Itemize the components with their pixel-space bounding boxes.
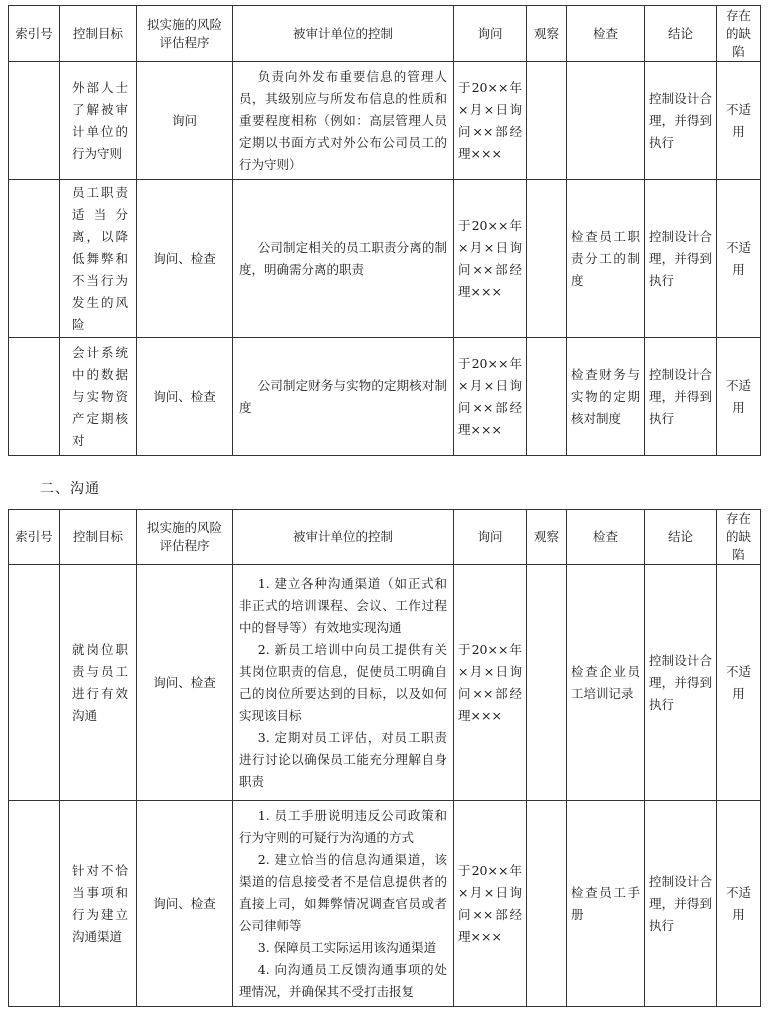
header-observe: 观察 [527, 510, 567, 565]
cell-procedure: 询问、检查 [137, 565, 233, 801]
table-row [9, 62, 761, 180]
control-item: 4. 向沟通员工反馈沟通事项的处理情况，并确保其不受打击报复 [239, 961, 447, 999]
cell-goal: 针对不恰当事项和行为建立沟通渠道 [60, 801, 137, 1007]
header-defect: 存在的缺陷 [717, 6, 761, 62]
header-inspect: 检查 [567, 510, 645, 565]
cell-defect: 不适用 [717, 180, 761, 338]
cell-index [9, 180, 60, 338]
header-inspect: 检查 [567, 6, 645, 62]
cell-inspect [567, 62, 645, 180]
header-goal: 控制目标 [60, 510, 137, 565]
cell-control [233, 62, 454, 180]
control-table-environment [8, 5, 761, 456]
cell-observe [527, 338, 567, 456]
cell-defect: 不适用 [717, 62, 761, 180]
cell-inquiry: 于20××年×月×日询问××部经理××× [454, 338, 527, 456]
control-item: 2. 新员工培训中向员工提供有关其岗位职责的信息，促使员工明确自己的岗位所要达到的目标，以及如何实现该目标 [239, 641, 447, 723]
cell-control [233, 801, 454, 1007]
cell-index [9, 801, 60, 1007]
cell-defect: 不适用 [717, 801, 761, 1007]
cell-control [233, 180, 454, 338]
table-row [9, 338, 761, 456]
cell-index [9, 565, 60, 801]
cell-index [9, 62, 60, 180]
header-procedure: 拟实施的风险评估程序 [137, 510, 233, 565]
header-index: 索引号 [9, 6, 60, 62]
header-goal: 控制目标 [60, 6, 137, 62]
cell-control [233, 338, 454, 456]
cell-inspect: 检查员工手册 [567, 801, 645, 1007]
cell-observe [527, 62, 567, 180]
cell-inquiry: 于20××年×月×日询问××部经理××× [454, 62, 527, 180]
control-item: 3. 保障员工实际运用该沟通渠道 [257, 939, 437, 955]
control-text: 公司制定财务与实物的定期核对制度 [239, 377, 447, 415]
cell-goal: 员工职责适当分离，以降低舞弊和不当行为发生的风险 [60, 180, 137, 338]
cell-conclusion: 控制设计合理，并得到执行 [645, 62, 717, 180]
cell-control [233, 565, 454, 801]
cell-index [9, 338, 60, 456]
cell-procedure: 询问、检查 [137, 338, 233, 456]
cell-procedure: 询问、检查 [137, 180, 233, 338]
cell-inspect: 检查企业员工培训记录 [567, 565, 645, 801]
table-header-row [9, 6, 761, 62]
header-control: 被审计单位的控制 [233, 6, 454, 62]
cell-observe [527, 180, 567, 338]
table-header-row [9, 510, 761, 565]
header-conclusion: 结论 [645, 510, 717, 565]
header-index: 索引号 [9, 510, 60, 565]
header-inquiry: 询问 [454, 6, 527, 62]
cell-conclusion: 控制设计合理，并得到执行 [645, 338, 717, 456]
cell-goal: 就岗位职责与员工进行有效沟通 [60, 565, 137, 801]
header-defect: 存在的缺陷 [717, 510, 761, 565]
table-row [9, 180, 761, 338]
cell-inspect: 检查财务与实物的定期核对制度 [567, 338, 645, 456]
cell-procedure: 询问、检查 [137, 801, 233, 1007]
header-inquiry: 询问 [454, 510, 527, 565]
cell-defect: 不适用 [717, 565, 761, 801]
cell-conclusion: 控制设计合理，并得到执行 [645, 801, 717, 1007]
header-observe: 观察 [527, 6, 567, 62]
cell-inspect: 检查员工职责分工的制度 [567, 180, 645, 338]
section-title-communication: 二、沟通 [40, 481, 100, 497]
cell-observe [527, 565, 567, 801]
cell-inquiry: 于20××年×月×日询问××部经理××× [454, 801, 527, 1007]
control-text: 负责向外发布重要信息的管理人员，其级别应与所发布信息的性质和重要程度相称（例如：高层管理人员定期以书面方式对外公布公司员工的行为守则） [239, 68, 447, 172]
table-row [9, 565, 761, 801]
header-conclusion: 结论 [645, 6, 717, 62]
cell-inquiry: 于20××年×月×日询问××部经理××× [454, 565, 527, 801]
cell-observe [527, 801, 567, 1007]
cell-conclusion: 控制设计合理，并得到执行 [645, 565, 717, 801]
cell-inquiry: 于20××年×月×日询问××部经理××× [454, 180, 527, 338]
control-item: 1. 员工手册说明违反公司政策和行为守则的可疑行为沟通的方式 [239, 807, 447, 845]
table-row [9, 801, 761, 1007]
cell-defect: 不适用 [717, 338, 761, 456]
cell-conclusion: 控制设计合理，并得到执行 [645, 180, 717, 338]
header-procedure: 拟实施的风险评估程序 [137, 6, 233, 62]
control-text: 公司制定相关的员工职责分离的制度，明确需分离的职责 [239, 239, 447, 277]
cell-procedure: 询问 [137, 62, 233, 180]
header-control: 被审计单位的控制 [233, 510, 454, 565]
control-item: 3. 定期对员工评估，对员工职责进行讨论以确保员工能充分理解自身职责 [239, 729, 447, 789]
cell-goal: 外部人士了解被审计单位的行为守则 [60, 62, 137, 180]
cell-goal: 会计系统中的数据与实物资产定期核对 [60, 338, 137, 456]
control-item: 1. 建立各种沟通渠道（如正式和非正式的培训课程、会议、工作过程中的督导等）有效地实现沟通 [239, 575, 447, 635]
control-item: 2. 建立恰当的信息沟通渠道，该渠道的信息接受者不是信息提供者的直接上司，如舞弊情况调查官员或者公司律师等 [239, 851, 447, 933]
control-table-communication [8, 509, 761, 1007]
